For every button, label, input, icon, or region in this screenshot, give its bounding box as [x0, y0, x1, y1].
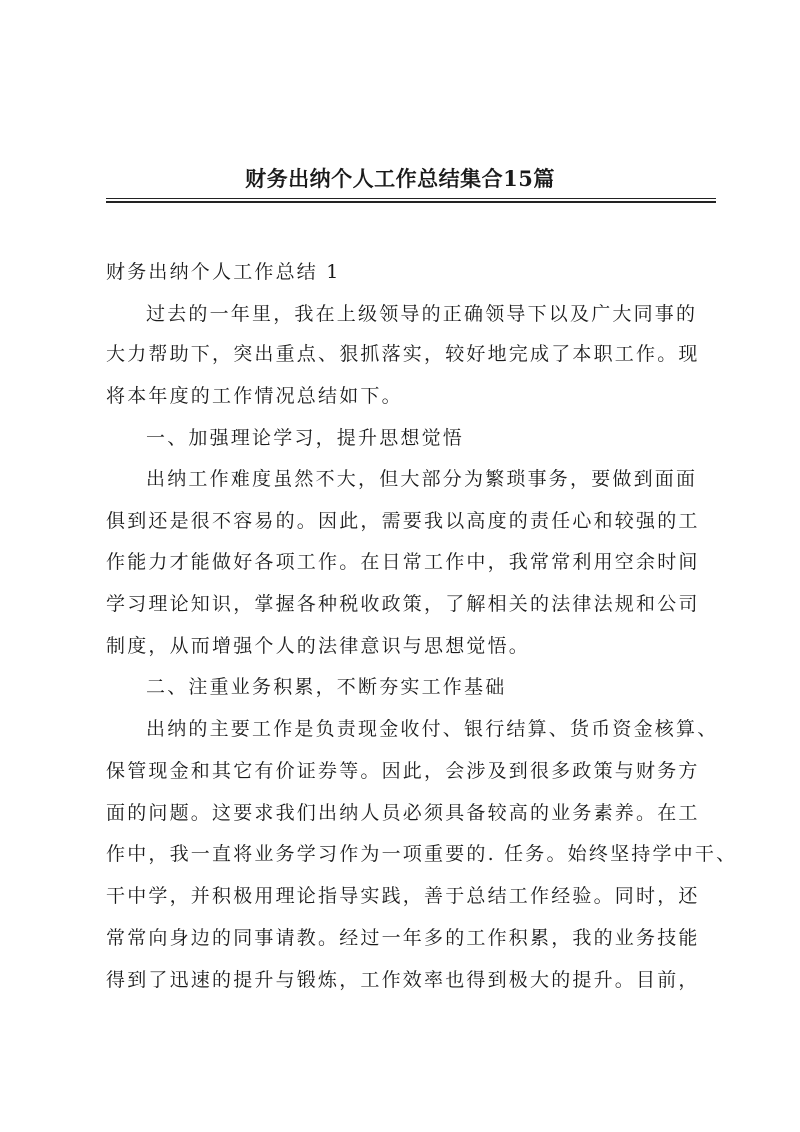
paragraph-line: 将本年度的工作情况总结如下。 — [106, 385, 403, 407]
paragraph-line: 保管现金和其它有价证券等。因此，会涉及到很多政策与财务方 — [106, 760, 700, 782]
subheading-1: 一、加强理论学习，提升思想觉悟 — [146, 427, 465, 449]
document-title: 财务出纳个人工作总结集合15篇 — [245, 166, 555, 191]
subheading-2: 二、注重业务积累，不断夯实工作基础 — [146, 676, 507, 698]
paragraph-line: 出纳的主要工作是负责现金收付、银行结算、货币资金核算、 — [146, 718, 719, 740]
paragraph-line: 学习理论知识，掌握各种税收政策，了解相关的法律法规和公司 — [106, 593, 700, 615]
title-divider — [106, 198, 716, 203]
paragraph-line: 过去的一年里，我在上级领导的正确领导下以及广大同事的 — [146, 303, 698, 325]
paragraph-line: 得到了迅速的提升与锻炼，工作效率也得到极大的提升。目前， — [106, 969, 700, 991]
section-heading: 财务出纳个人工作总结 1 — [106, 261, 341, 283]
paragraph-line: 制度，从而增强个人的法律意识与思想觉悟。 — [106, 635, 531, 657]
paragraph-line: 作中，我一直将业务学习作为一项重要的. 任务。始终坚持学中干、 — [106, 843, 738, 865]
paragraph-line: 作能力才能做好各项工作。在日常工作中，我常常利用空余时间 — [106, 551, 700, 573]
paragraph-line: 面的问题。这要求我们出纳人员必须具备较高的业务素养。在工 — [106, 802, 700, 824]
paragraph-line: 俱到还是很不容易的。因此，需要我以高度的责任心和较强的工 — [106, 510, 700, 532]
paragraph-line: 常常向身边的同事请教。经过一年多的工作积累，我的业务技能 — [106, 927, 700, 949]
paragraph-line: 干中学，并积极用理论指导实践，善于总结工作经验。同时，还 — [106, 885, 700, 907]
paragraph-line: 出纳工作难度虽然不大，但大部分为繁琐事务，要做到面面 — [146, 468, 698, 490]
paragraph-line: 大力帮助下，突出重点、狠抓落实，较好地完成了本职工作。现 — [106, 343, 700, 365]
